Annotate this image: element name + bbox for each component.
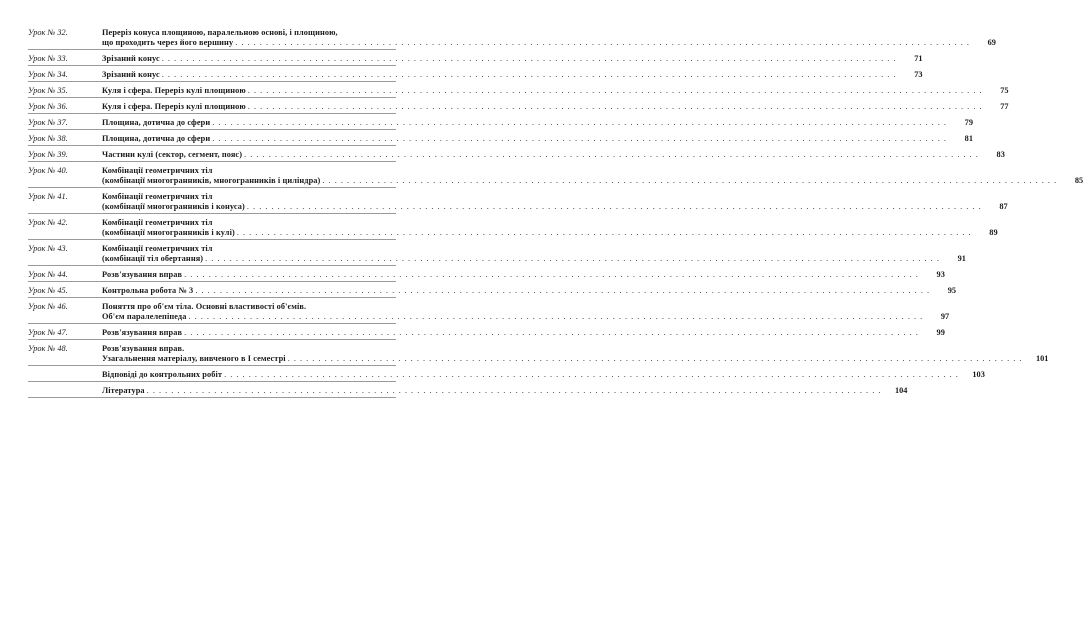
entry-title-text: що проходить через його вершину bbox=[102, 38, 234, 47]
toc-entry[interactable] bbox=[28, 370, 985, 380]
lesson-number: Урок № 40. bbox=[28, 166, 68, 175]
entry-title-text: Комбінації геометричних тіл bbox=[102, 218, 213, 227]
entry-title-line bbox=[102, 270, 945, 280]
toc-entry[interactable] bbox=[28, 86, 1009, 96]
entry-divider bbox=[28, 239, 396, 240]
entry-title-line bbox=[102, 344, 396, 354]
entry-divider bbox=[28, 49, 396, 50]
page-number: 104 bbox=[894, 386, 908, 395]
entry-title-text: (комбінації тіл обертання) bbox=[102, 254, 204, 263]
entry-title-text: Зрізаний конус bbox=[102, 54, 160, 63]
entry-title bbox=[102, 218, 998, 238]
entry-title-text: Розв'язування вправ. bbox=[102, 344, 185, 353]
lesson-number: Урок № 48. bbox=[28, 344, 68, 353]
page-number: 83 bbox=[996, 150, 1005, 159]
entry-title-line bbox=[102, 286, 957, 296]
dot-leader: . . . . . . . . . . . . . . . . . . . . . . . . . . . . . . . . . . . . . . . . . . . . . . . . . . . . . . . . . . . . . . . . . . . . . . . . . . . . . . . . . . . . . . . . . . . . . . . . . . . . . . . . . . . . . . . . . . . . . . . . bbox=[246, 202, 982, 211]
entry-divider bbox=[28, 129, 396, 130]
entry-title-text: (комбінації многогранників, многогранників і циліндра) bbox=[102, 176, 321, 185]
entry-divider bbox=[28, 113, 396, 114]
entry-title-text: Зрізаний конус bbox=[102, 70, 160, 79]
dot-leader: . . . . . . . . . . . . . . . . . . . . . . . . . . . . . . . . . . . . . . . . . . . . . . . . . . . . . . . . . . . . . . . . . . . . . . . . . . . . . . . . . . . . . . . . . . . . . . . . . . . . . . . . . . . . . . . . . . . . . . . . bbox=[235, 38, 970, 47]
entry-divider bbox=[28, 81, 396, 82]
page-number: 71 bbox=[914, 54, 923, 63]
entry-title-line bbox=[102, 192, 396, 202]
lesson-number: Урок № 35. bbox=[28, 86, 68, 95]
lesson-number: Урок № 34. bbox=[28, 70, 68, 79]
entry-title-line bbox=[102, 54, 923, 64]
entry-title-text: (комбінації многогранників і кулі) bbox=[102, 228, 235, 237]
entry-title-text: Розв'язування вправ bbox=[102, 328, 183, 337]
entry-title bbox=[102, 344, 1049, 364]
dot-leader: . . . . . . . . . . . . . . . . . . . . . . . . . . . . . . . . . . . . . . . . . . . . . . . . . . . . . . . . . . . . . . . . . . . . . . . . . . . . . . . . . . . . . . . . . . . . . . . . . . . . . . . . . . . . . . . . . . . . . . . . bbox=[184, 328, 919, 337]
entry-divider bbox=[28, 323, 396, 324]
entry-divider bbox=[28, 265, 396, 266]
entry-title-text: Література bbox=[102, 386, 145, 395]
entry-title bbox=[102, 102, 1009, 112]
toc-entry[interactable] bbox=[28, 70, 923, 80]
entry-divider bbox=[28, 65, 396, 66]
toc-entry[interactable] bbox=[28, 102, 1009, 112]
entry-title bbox=[102, 192, 1008, 212]
entry-title-line bbox=[102, 254, 966, 264]
entry-title-line bbox=[102, 86, 1009, 96]
lesson-number: Урок № 43. bbox=[28, 244, 68, 253]
entry-title bbox=[102, 150, 1005, 160]
entry-title bbox=[102, 166, 1083, 186]
entry-title-line bbox=[102, 102, 1009, 112]
entry-title-text: Поняття про об'єм тіла. Основні властивості об'ємів. bbox=[102, 302, 307, 311]
page-number: 103 bbox=[972, 370, 985, 379]
entry-divider bbox=[28, 213, 396, 214]
page-number: 95 bbox=[947, 286, 957, 295]
lesson-number: Урок № 47. bbox=[28, 328, 68, 337]
entry-title-line bbox=[102, 328, 945, 338]
dot-leader: . . . . . . . . . . . . . . . . . . . . . . . . . . . . . . . . . . . . . . . . . . . . . . . . . . . . . . . . . . . . . . . . . . . . . . . . . . . . . . . . . . . . . . . . . . . . . . . . . . . . . . . . . . . . . . . . . . . . . . . . bbox=[212, 134, 947, 143]
entry-title-text: Переріз конуса площиною, паралельною основі, і площиною, bbox=[102, 28, 338, 37]
entry-divider bbox=[28, 145, 396, 146]
entry-title-line bbox=[102, 354, 1049, 364]
entry-title-line bbox=[102, 134, 973, 144]
entry-title-line bbox=[102, 218, 396, 228]
entry-title bbox=[102, 70, 923, 80]
lesson-number: Урок № 32. bbox=[28, 28, 68, 37]
lesson-number: Урок № 39. bbox=[28, 150, 68, 159]
lesson-number: Урок № 36. bbox=[28, 102, 68, 111]
toc-entry[interactable] bbox=[28, 150, 1005, 160]
toc-entry[interactable] bbox=[28, 344, 1049, 364]
page-number: 93 bbox=[936, 270, 945, 279]
dot-leader: . . . . . . . . . . . . . . . . . . . . . . . . . . . . . . . . . . . . . . . . . . . . . . . . . . . . . . . . . . . . . . . . . . . . . . . . . . . . . . . . . . . . . . . . . . . . . . . . . . . . . . . . . . . . . . . . . . . . . . . . bbox=[236, 228, 972, 237]
entry-title-line bbox=[102, 150, 1005, 160]
dot-leader: . . . . . . . . . . . . . . . . . . . . . . . . . . . . . . . . . . . . . . . . . . . . . . . . . . . . . . . . . . . . . . . . . . . . . . . . . . . . . . . . . . . . . . . . . . . . . . . . . . . . . . . . . . . . . . . . . . . . . . . . bbox=[161, 70, 897, 79]
entry-title-line bbox=[102, 166, 396, 176]
dot-leader: . . . . . . . . . . . . . . . . . . . . . . . . . . . . . . . . . . . . . . . . . . . . . . . . . . . . . . . . . . . . . . . . . . . . . . . . . . . . . . . . . . . . . . . . . . . . . . . . . . . . . . . . . . . . . . . . . . . . . . . . bbox=[161, 54, 897, 63]
lesson-number: Урок № 41. bbox=[28, 192, 68, 201]
toc-entry[interactable] bbox=[28, 286, 957, 296]
entry-title-line bbox=[102, 70, 923, 80]
table-of-contents bbox=[28, 28, 1083, 402]
lesson-number: Урок № 45. bbox=[28, 286, 68, 295]
entry-title-text: Комбінації геометричних тіл bbox=[102, 192, 213, 201]
entry-title-text: Куля і сфера. Переріз кулі площиною bbox=[102, 102, 246, 111]
page-number: 89 bbox=[989, 228, 998, 237]
lesson-number: Урок № 33. bbox=[28, 54, 68, 63]
toc-entry[interactable] bbox=[28, 134, 973, 144]
entry-title-line bbox=[102, 244, 396, 254]
entry-title bbox=[102, 118, 973, 128]
lesson-number: Урок № 46. bbox=[28, 302, 68, 311]
dot-leader: . . . . . . . . . . . . . . . . . . . . . . . . . . . . . . . . . . . . . . . . . . . . . . . . . . . . . . . . . . . . . . . . . . . . . . . . . . . . . . . . . . . . . . . . . . . . . . . . . . . . . . . . . . . . . . . . . . . . . . . . bbox=[212, 118, 947, 127]
entry-divider bbox=[28, 397, 396, 398]
entry-title bbox=[102, 328, 945, 338]
toc-entry[interactable] bbox=[28, 244, 966, 264]
lesson-number: Урок № 42. bbox=[28, 218, 68, 227]
page-number: 85 bbox=[1074, 176, 1083, 185]
toc-entry[interactable] bbox=[28, 328, 945, 338]
page-number: 75 bbox=[1000, 86, 1009, 95]
toc-entry[interactable] bbox=[28, 270, 945, 280]
entry-divider bbox=[28, 381, 396, 382]
entry-title-text: Частини кулі (сектор, сегмент, пояс) bbox=[102, 150, 243, 159]
lesson-number: Урок № 44. bbox=[28, 270, 68, 279]
entry-title-line bbox=[102, 228, 998, 238]
entry-title-text: Об'єм паралелепіпеда bbox=[102, 312, 187, 321]
entry-title bbox=[102, 244, 966, 264]
entry-title-text: Куля і сфера. Переріз кулі площиною bbox=[102, 86, 246, 95]
entry-divider bbox=[28, 339, 396, 340]
entry-title bbox=[102, 54, 923, 64]
page-number: 73 bbox=[914, 70, 923, 79]
toc-entry[interactable] bbox=[28, 54, 923, 64]
entry-divider bbox=[28, 281, 396, 282]
entry-title bbox=[102, 286, 957, 296]
entry-divider bbox=[28, 161, 396, 162]
dot-leader: . . . . . . . . . . . . . . . . . . . . . . . . . . . . . . . . . . . . . . . . . . . . . . . . . . . . . . . . . . . . . . . . . . . . . . . . . . . . . . . . . . . . . . . . . . . . . . . . . . . . . . . . . . . . . . . . . . . . . . . . bbox=[224, 370, 959, 379]
lesson-number: Урок № 37. bbox=[28, 118, 68, 127]
entry-title-text: Контрольна робота № 3 bbox=[102, 286, 194, 295]
page-number: 101 bbox=[1036, 354, 1049, 363]
entry-divider bbox=[28, 365, 396, 366]
entry-title-line bbox=[102, 38, 996, 48]
entry-title-line bbox=[102, 302, 396, 312]
page-number: 87 bbox=[999, 202, 1008, 211]
entry-title-text: Відповіді до контрольних робіт bbox=[102, 370, 223, 379]
toc-entry[interactable] bbox=[28, 192, 1008, 212]
entry-title-text: Комбінації геометричних тіл bbox=[102, 244, 213, 253]
entry-title bbox=[102, 28, 996, 48]
lesson-number: Урок № 38. bbox=[28, 134, 68, 143]
page-number: 77 bbox=[1000, 102, 1009, 111]
entry-title bbox=[102, 302, 950, 322]
toc-entry[interactable] bbox=[28, 166, 1083, 186]
dot-leader: . . . . . . . . . . . . . . . . . . . . . . . . . . . . . . . . . . . . . . . . . . . . . . . . . . . . . . . . . . . . . . . . . . . . . . . . . . . . . . . . . . . . . . . . . . . . . . . . . . . . . . . . . . . . . . . . . . . . . . . . bbox=[322, 176, 1058, 185]
entry-title bbox=[102, 370, 985, 380]
entry-title-line bbox=[102, 118, 973, 128]
entry-title-text: Комбінації геометричних тіл bbox=[102, 166, 213, 175]
dot-leader: . . . . . . . . . . . . . . . . . . . . . . . . . . . . . . . . . . . . . . . . . . . . . . . . . . . . . . . . . . . . . . . . . . . . . . . . . . . . . . . . . . . . . . . . . . . . . . . . . . . . . . . . . . . . . . . . . . . . . . . . bbox=[244, 150, 979, 159]
entry-title bbox=[102, 270, 945, 280]
entry-title-line bbox=[102, 386, 908, 396]
toc-entry[interactable] bbox=[28, 386, 908, 396]
entry-title bbox=[102, 86, 1009, 96]
toc-entry[interactable] bbox=[28, 28, 996, 48]
dot-leader: . . . . . . . . . . . . . . . . . . . . . . . . . . . . . . . . . . . . . . . . . . . . . . . . . . . . . . . . . . . . . . . . . . . . . . . . . . . . . . . . . . . . . . . . . . . . . . . . . . . . . . . . . . . . . . . . . . . . . . . . bbox=[247, 102, 983, 111]
page-number: 69 bbox=[987, 38, 996, 47]
entry-title bbox=[102, 134, 973, 144]
entry-title-text: (комбінації многогранників і конуса) bbox=[102, 202, 245, 211]
entry-title-text: Площина, дотична до сфери bbox=[102, 118, 211, 127]
dot-leader: . . . . . . . . . . . . . . . . . . . . . . . . . . . . . . . . . . . . . . . . . . . . . . . . . . . . . . . . . . . . . . . . . . . . . . . . . . . . . . . . . . . . . . . . . . . . . . . . . . . . . . . . . . . . . . . . . . . . . . . . bbox=[287, 354, 1023, 363]
page-number: 81 bbox=[964, 134, 973, 143]
entry-title-line bbox=[102, 202, 1008, 212]
dot-leader: . . . . . . . . . . . . . . . . . . . . . . . . . . . . . . . . . . . . . . . . . . . . . . . . . . . . . . . . . . . . . . . . . . . . . . . . . . . . . . . . . . . . . . . . . . . . . . . . . . . . . . . . . . . . . . . . . . . . . . . . bbox=[146, 386, 882, 395]
entry-title-line bbox=[102, 176, 1083, 186]
dot-leader: . . . . . . . . . . . . . . . . . . . . . . . . . . . . . . . . . . . . . . . . . . . . . . . . . . . . . . . . . . . . . . . . . . . . . . . . . . . . . . . . . . . . . . . . . . . . . . . . . . . . . . . . . . . . . . . . . . . . . . . . bbox=[247, 86, 983, 95]
page-number: 99 bbox=[936, 328, 945, 337]
entry-title-text: Узагальнення матеріалу, вивченого в I семестрі bbox=[102, 354, 286, 363]
dot-leader: . . . . . . . . . . . . . . . . . . . . . . . . . . . . . . . . . . . . . . . . . . . . . . . . . . . . . . . . . . . . . . . . . . . . . . . . . . . . . . . . . . . . . . . . . . . . . . . . . . . . . . . . . . . . . . . . . . . . . . . . bbox=[188, 312, 924, 321]
dot-leader: . . . . . . . . . . . . . . . . . . . . . . . . . . . . . . . . . . . . . . . . . . . . . . . . . . . . . . . . . . . . . . . . . . . . . . . . . . . . . . . . . . . . . . . . . . . . . . . . . . . . . . . . . . . . . . . . . . . . . . . . bbox=[184, 270, 919, 279]
entry-title-text: Площина, дотична до сфери bbox=[102, 134, 211, 143]
entry-title bbox=[102, 386, 908, 396]
entry-divider bbox=[28, 187, 396, 188]
entry-title-line bbox=[102, 370, 985, 380]
toc-entry[interactable] bbox=[28, 118, 973, 128]
entry-divider bbox=[28, 97, 396, 98]
entry-title-line bbox=[102, 28, 396, 38]
entry-title-text: Розв'язування вправ bbox=[102, 270, 183, 279]
dot-leader: . . . . . . . . . . . . . . . . . . . . . . . . . . . . . . . . . . . . . . . . . . . . . . . . . . . . . . . . . . . . . . . . . . . . . . . . . . . . . . . . . . . . . . . . . . . . . . . . . . . . . . . . . . . . . . . . . . . . . . . . bbox=[195, 286, 931, 295]
toc-entry[interactable] bbox=[28, 302, 950, 322]
entry-divider bbox=[28, 297, 396, 298]
page-number: 97 bbox=[940, 312, 950, 321]
toc-entry[interactable] bbox=[28, 218, 998, 238]
page-number: 79 bbox=[964, 118, 973, 127]
entry-title-line bbox=[102, 312, 950, 322]
dot-leader: . . . . . . . . . . . . . . . . . . . . . . . . . . . . . . . . . . . . . . . . . . . . . . . . . . . . . . . . . . . . . . . . . . . . . . . . . . . . . . . . . . . . . . . . . . . . . . . . . . . . . . . . . . . . . . . . . . . . . . . . bbox=[205, 254, 940, 263]
page-number: 91 bbox=[957, 254, 966, 263]
